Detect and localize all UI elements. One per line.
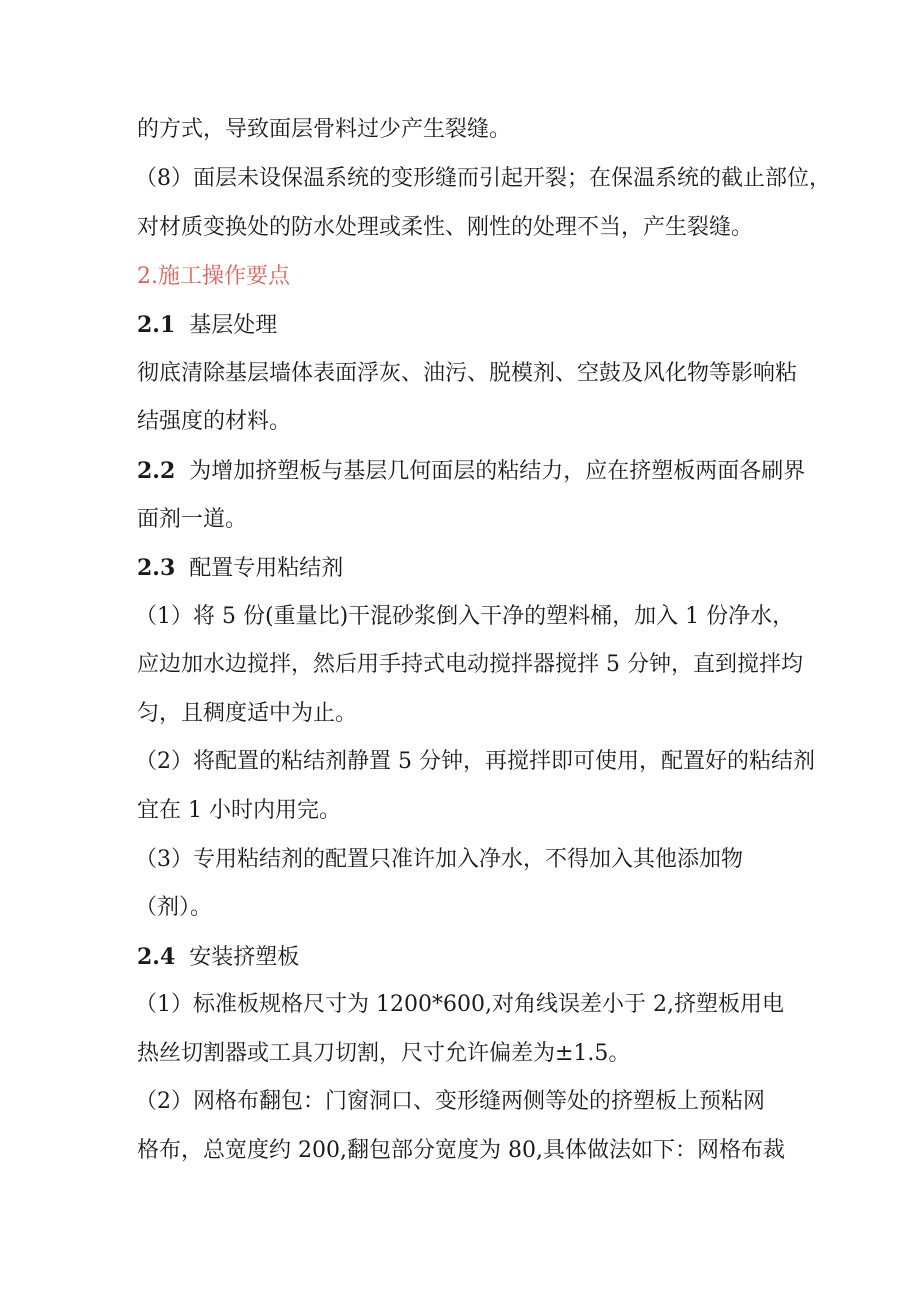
paragraph-line: （2）网格布翻包：门窗洞口、变形缝两侧等处的挤塑板上预粘网 (135, 1089, 765, 1114)
section-heading: 2.施工操作要点 (137, 264, 290, 289)
paragraph-line: 宜在 1 小时内用完。 (137, 798, 341, 823)
paragraph-line: 面剂一道。 (137, 507, 248, 532)
subsection-heading: 2.1 基层处理 (137, 312, 278, 338)
paragraph-line: （2）将配置的粘结剂静置 5 分钟，再搅拌即可使用，配置好的粘结剂 (135, 749, 815, 774)
paragraph-line: （3）专用粘结剂的配置只准许加入净水，不得加入其他添加物 (135, 847, 743, 872)
paragraph-line: 结强度的材料。 (137, 409, 292, 434)
paragraph-line: 的方式，导致面层骨料过少产生裂缝。 (137, 117, 512, 142)
subsection-heading: 2.4 安装挤塑板 (137, 944, 300, 970)
paragraph-line: 热丝切割器或工具刀切割，尺寸允许偏差为±1.5。 (137, 1041, 631, 1066)
paragraph-line: （8）面层未设保温系统的变形缝而引起开裂；在保温系统的截止部位， (135, 166, 831, 191)
paragraph-line: 应边加水边搅拌，然后用手持式电动搅拌器搅拌 5 分钟，直到搅拌均 (137, 652, 803, 677)
paragraph-line: （剂）。 (135, 895, 213, 920)
subsection-heading: 2.2 为增加挤塑板与基层几何面层的粘结力，应在挤塑板两面各刷界 (137, 458, 806, 484)
paragraph-line: 匀，且稠度适中为止。 (137, 701, 358, 726)
paragraph-line: （1）标准板规格尺寸为 1200*600,对角线误差小于 2,挤塑板用电 (135, 992, 784, 1017)
paragraph-line: （1）将 5 份(重量比)干混砂浆倒入干净的塑料桶，加入 1 份净水， (135, 604, 795, 629)
paragraph-line: 彻底清除基层墙体表面浮灰、油污、脱模剂、空鼓及风化物等影响粘 (137, 361, 798, 386)
paragraph-line: 对材质变换处的防水处理或柔性、刚性的处理不当，产生裂缝。 (137, 215, 754, 240)
subsection-heading: 2.3 配置专用粘结剂 (137, 555, 344, 581)
paragraph-line: 格布，总宽度约 200,翻包部分宽度为 80,具体做法如下：网格布裁 (137, 1138, 785, 1163)
